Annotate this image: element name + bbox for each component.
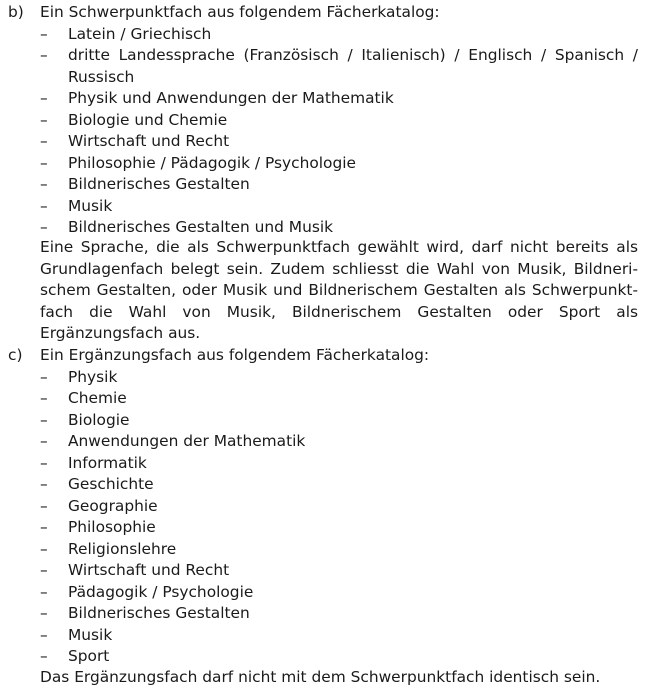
dash-marker: – [40, 496, 48, 515]
list-item-text: dritte Landessprache (Französisch / Italienisch) / Englisch / Spanisch / Russisch [68, 46, 638, 86]
list-item-text: Anwendungen der Mathematik [68, 432, 306, 450]
list-item-text: Religionslehre [68, 539, 177, 558]
section-b-list [0, 24, 650, 239]
dash-marker: – [40, 539, 48, 558]
dash-marker: – [40, 175, 48, 193]
list-item [0, 582, 650, 604]
list-item-text: Philosophie / Pädagogik / Psychologie [68, 153, 356, 172]
list-item-text: Bildnerisches Gestalten und Musik [68, 218, 334, 236]
list-item [0, 603, 650, 625]
list-item-text: Bildnerisches Gestalten [68, 175, 250, 193]
list-item-text: Biologie [68, 410, 130, 429]
list-item [0, 153, 650, 175]
dash-marker: – [40, 24, 48, 43]
dash-marker: – [40, 453, 48, 472]
dash-marker: – [40, 46, 48, 64]
dash-marker: – [40, 518, 48, 536]
list-item [0, 560, 650, 582]
section-c-letter: c) [8, 346, 23, 364]
list-item-text: Pädagogik / Psychologie [68, 582, 254, 601]
dash-marker: – [40, 389, 48, 407]
list-item [0, 196, 650, 218]
dash-marker: – [40, 647, 48, 665]
list-item [0, 217, 650, 239]
list-item [0, 474, 650, 496]
list-item-text: Latein / Griechisch [68, 24, 212, 43]
list-item [0, 431, 650, 453]
section-c-title: Ein Ergänzungsfach aus folgendem Fächerkatalog: [40, 346, 430, 364]
list-item-text: Sport [68, 647, 110, 665]
list-item-text: Bildnerisches Gestalten [68, 604, 250, 622]
dash-marker: – [40, 432, 48, 450]
list-item-text: Philosophie [68, 518, 156, 536]
list-item [0, 174, 650, 196]
list-item [0, 539, 650, 561]
dash-marker: – [40, 110, 48, 129]
list-item [0, 24, 650, 46]
section-b-letter: b) [8, 3, 24, 21]
section-b-title: Ein Schwerpunktfach aus folgendem Fächerkatalog: [40, 3, 440, 21]
list-item [0, 453, 650, 475]
dash-marker: – [40, 625, 48, 644]
list-item [0, 131, 650, 153]
dash-marker: – [40, 561, 48, 579]
list-item [0, 517, 650, 539]
list-item-text: Wirtschaft und Recht [68, 561, 230, 579]
list-item [0, 625, 650, 647]
list-item-text: Informatik [68, 453, 147, 472]
dash-marker: – [40, 153, 48, 172]
dash-marker: – [40, 582, 48, 601]
list-item [0, 496, 650, 518]
section-b-heading [0, 2, 650, 24]
section-c-heading [0, 345, 650, 367]
dash-marker: – [40, 367, 48, 386]
list-item-text: Geschichte [68, 475, 154, 493]
list-item-text: Geographie [68, 496, 158, 515]
list-item [0, 45, 650, 88]
list-item-text: Chemie [68, 389, 127, 407]
dash-marker: – [40, 132, 48, 150]
list-item-text: Physik [68, 367, 118, 386]
dash-marker: – [40, 410, 48, 429]
dash-marker: – [40, 218, 48, 236]
section-c-note: Das Ergänzungsfach darf nicht mit dem Schwerpunktfach identisch sein. [40, 668, 601, 686]
list-item [0, 646, 650, 668]
list-item-text: Biologie und Chemie [68, 110, 228, 129]
dash-marker: – [40, 604, 48, 622]
list-item [0, 88, 650, 110]
list-item [0, 410, 650, 432]
list-item [0, 367, 650, 389]
list-item-text: Physik und Anwendungen der Mathematik [68, 89, 394, 107]
list-item [0, 110, 650, 132]
section-b-note: Eine Sprache, die als Schwerpunktfach gewählt wird, darf nicht bereits als Grundlagenfach belegt sein. Zudem schliesst die Wahl von Musik, Bildnerischem Gestalten, oder Musik und Bildnerischem Gestalten als Schwerpunktfach die Wahl von Musik, Bildnerischem Gestalten oder Sport als Ergänzungsfach aus. [40, 238, 638, 342]
dash-marker: – [40, 196, 48, 215]
list-item-text: Musik [68, 625, 113, 644]
section-c-list [0, 367, 650, 668]
list-item [0, 388, 650, 410]
dash-marker: – [40, 475, 48, 493]
dash-marker: – [40, 89, 48, 107]
list-item-text: Wirtschaft und Recht [68, 132, 230, 150]
list-item-text: Musik [68, 196, 113, 215]
